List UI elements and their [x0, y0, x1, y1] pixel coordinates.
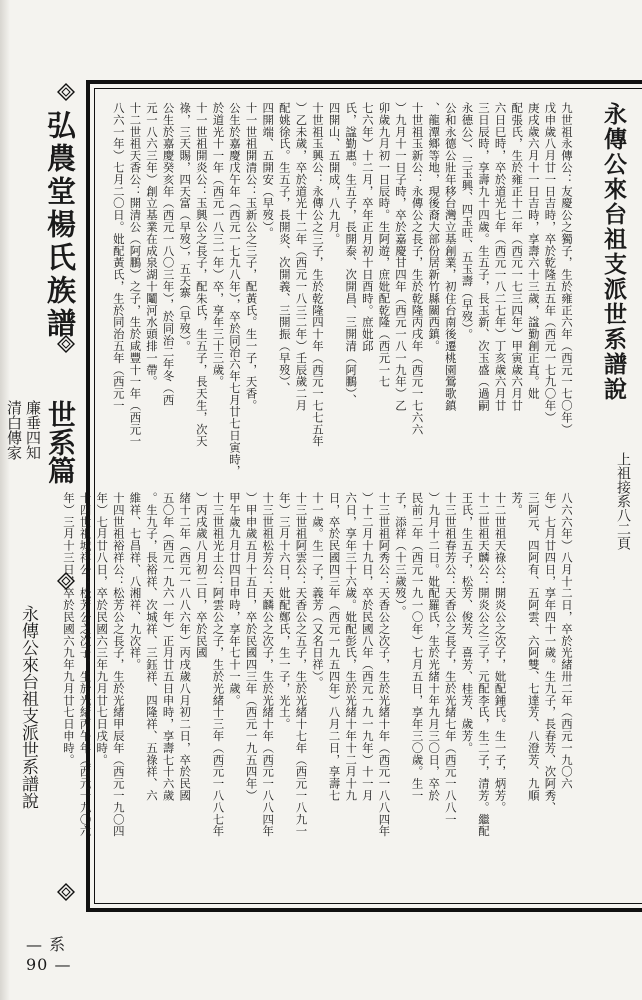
text-column-line: 三阿元、四阿有、五阿雲、六阿雙、七達芳、八澄芳、九順: [526, 492, 541, 802]
text-column-line: ）十二月十九日，卒於民國八年（西元一九一九年）十一月: [360, 492, 375, 802]
text-column-line: ）九月十二日。妣配羅氏，生於光緒十年九月三〇日，卒於: [427, 492, 442, 802]
text-column-line: 八六一年）七月二〇日。妣配黃氏，生於同治五年（西元一: [111, 102, 126, 412]
text-column-line: ）丙戌歲八月初二日，卒於民國: [194, 492, 209, 659]
text-column-line: 、龍潭鄉等地，現後裔大部份居新竹縣關西鎮。: [427, 102, 442, 352]
text-column-line: 六日，享年三十六歲。妣配彭氏，生於光緒十年十二月十九: [344, 492, 359, 802]
upper-text-block: [74, 102, 574, 487]
branch-motto-line1: 廉垂四知: [24, 400, 42, 460]
text-column-line: 十二世祖天祿公：開炎公之次子，妣配鍾氏。生一子，炳芳。: [493, 492, 508, 814]
text-column-line: 年）三月十三日，卒於民國六九年九月廿七日申時。: [62, 492, 76, 766]
genealogy-text: [62, 102, 584, 907]
text-column-line: 民前二年（西元一九一〇年）七月五日，享年三〇歲。生一: [410, 492, 425, 802]
text-column-line: 庚戌歲六月十一日吉時，享壽六十三歲，諡勤創正直。妣: [526, 102, 541, 400]
text-column-line: 十四世祖城祥公：松芳公之次子，生於光緒丙午年（西元一九〇六: [78, 492, 93, 838]
text-column-line: 。生九子，長裕祥、次城祥、三鈺祥、四隆祥、五祿祥、六: [145, 492, 159, 802]
page-subheading: 上祖接系八二頁: [615, 452, 631, 550]
text-column-line: 十二世祖天麟公：開炎公之三子，元配李氏，生二子，清芳。繼配: [477, 492, 491, 838]
content-frame: [62, 80, 642, 912]
text-column-line: 卯歲九月初一日辰時。生阿遊，庶妣配乾隆（西元一七: [377, 102, 392, 388]
text-column-line: 配張氏，生於雍正十二年（西元一七三四年）甲寅歲六月廿: [510, 102, 525, 412]
text-column-line: 永德公）、三玉興、四玉旺、五玉壽（早歿）。: [460, 102, 475, 341]
text-column-line: 公生於嘉慶戊午年（西元一七九八年），卒於同治六年七月廿七日寅時，: [228, 102, 242, 478]
text-column-line: ）九月十一日子時，卒於嘉慶甘四年（西元一八一九年）乙: [394, 102, 408, 412]
branch-motto-line2: 清白傳家: [5, 400, 23, 460]
page-heading: 永傳公來台祖支派世系譜說: [600, 102, 627, 402]
text-column-line: 五〇年（西元一九六一年）正月廿五日申時，享壽七十六歲: [161, 492, 176, 802]
text-column-line: 八六六年）八月十二日，卒於光緒卅二年（西元一九〇六: [560, 492, 574, 790]
text-column-line: 甲午歲九月廿四日申時，享年七十一歲。: [228, 492, 242, 707]
section-title: 世系篇: [44, 400, 77, 484]
text-column-line: 王氏，生五子，松芳、俊芳、喜芳、桂芳、歲芳。: [460, 492, 475, 754]
text-column-line: 十一歲。生一子，義芳（又名日祥）。: [311, 492, 325, 689]
text-column-line: 維祥、七昌祥、八湘祥、九次祥。: [128, 492, 143, 671]
book-title: 弘農堂楊氏族譜: [43, 110, 77, 341]
text-column-line: 年）七月廿四日，享年四十一歲。生九子，長春芳、次阿秀、: [543, 492, 558, 814]
text-column-line: 公和永德公壯年移台灣立基創業，初住台南後遷桃園鶯歌鎮: [443, 102, 458, 412]
text-column-line: 元一八六三年）創立基業在成泉湖十鬮河水頭排一帶。: [145, 102, 159, 388]
text-column-line: 十一世祖開清公：玉新公之三子，配黃氏。生一子，天香。: [244, 102, 259, 412]
text-column-line: 十世祖玉新公：永傳公之長子，生於乾隆丙戌年（西元一七六六: [410, 102, 425, 436]
text-column-line: 六日巳時，卒於道光七年（西元一八二七年）丁亥歲六月廿: [493, 102, 508, 412]
text-column-line: 十一世祖開炎公：玉興公之長子，配朱氏，生五子，長天生，次天: [194, 102, 209, 448]
text-column-line: 子，添祥（十三歲歿）。: [394, 492, 408, 618]
text-column-line: 緒十二年（西元一八八六年）丙戌歲八月初二日，卒於民國: [178, 492, 193, 802]
text-column-line: 七六年）十二月，卒年正月初十日酉時。庶妣邱: [360, 102, 375, 352]
text-column-line: 十三世祖松芳公：天麟公之次子，生於光緒十年（西元一八八四年: [261, 492, 276, 838]
text-column-line: ）乙未歲，卒於道光十二年（西元一八三二年）壬辰歲二月: [294, 102, 309, 412]
branch-title: [4, 400, 75, 484]
text-column-line: 十三世祖阿秀公：天香公之次子，生於光緒十年（西元一八八四年: [377, 492, 392, 838]
text-column-line: 四開端、五開安（早歿）。: [261, 102, 276, 240]
text-column-line: 氏，諡勤惠。生五子，長開泰、次開昌、三開清（阿鵬）、: [344, 102, 359, 406]
text-column-line: 公生於嘉慶癸亥年（西元一八〇三年），於同治二年冬（西: [161, 102, 176, 406]
text-column-line: 十三世祖春芳公：天香公之長子，生於光緒七年（西元一八八一: [443, 492, 458, 826]
lower-text-block: [62, 492, 574, 907]
footer-title: 永傳公來台祖支派世系譜說: [18, 605, 38, 809]
text-column-line: 戊申歲八月廿一日吉時，卒於乾隆五五年（西元一七九〇年）: [543, 102, 558, 424]
text-column-line: 四開山、五開成，八九月。: [327, 102, 342, 245]
text-column-line: 配姚徐氏。生五子，長開炎、次開義、三開振（早歿）、: [277, 102, 292, 394]
text-column-line: 十二世祖天香公：開清公（阿鵬）之子，生於咸豐十一年（西元一: [128, 102, 143, 448]
text-column-line: 十三世祖阿雲公：天香公之五子，生於光緒十七年（西元一八九一: [294, 492, 309, 838]
text-column-line: 年）三月十六日，妣配鄭氏，生一子，光土。: [277, 492, 292, 730]
text-column-line: 日，卒於民國四三年（西元一九五四年）八月二日，享壽七: [327, 492, 342, 802]
text-column-line: 三日辰時，享壽九十四歲。生五子，長玉新、次玉盛（過嗣: [477, 102, 491, 412]
text-column-line: 祿，三天賜，四天富（早歿），五天寨（早歿）。: [178, 102, 193, 353]
text-column-line: 於道光十一年（西元一八三一年）卒，享年三十三歲。: [211, 102, 226, 388]
text-column-line: 十四世祖裕祥公：松芳公之長子，生於光緒甲辰年（西元一九〇四: [111, 492, 126, 838]
text-column-line: 十三世祖光土公：阿雲公之子，生於光緒十三年（西元一八八七年: [211, 492, 226, 838]
diamond-ornament-icon: [58, 84, 74, 100]
text-column-line: 年）七月廿八日，卒於民國六三年九月廿七日戌時。: [95, 492, 110, 766]
text-column-line: 九世祖永傳公：友慶公之獨子，生於雍正六年（西元一七〇年）: [560, 102, 574, 436]
text-column-line: ）甲申歲五月十五日，卒於民國四三年（西元一九五四年）: [244, 492, 259, 802]
text-column-line: 芳。: [510, 492, 525, 516]
text-column-line: 十世祖玉興公：永傳公之三子，生於乾隆四十年（西元一七七五年: [311, 102, 325, 448]
page-number: — 系 90 —: [26, 935, 72, 974]
